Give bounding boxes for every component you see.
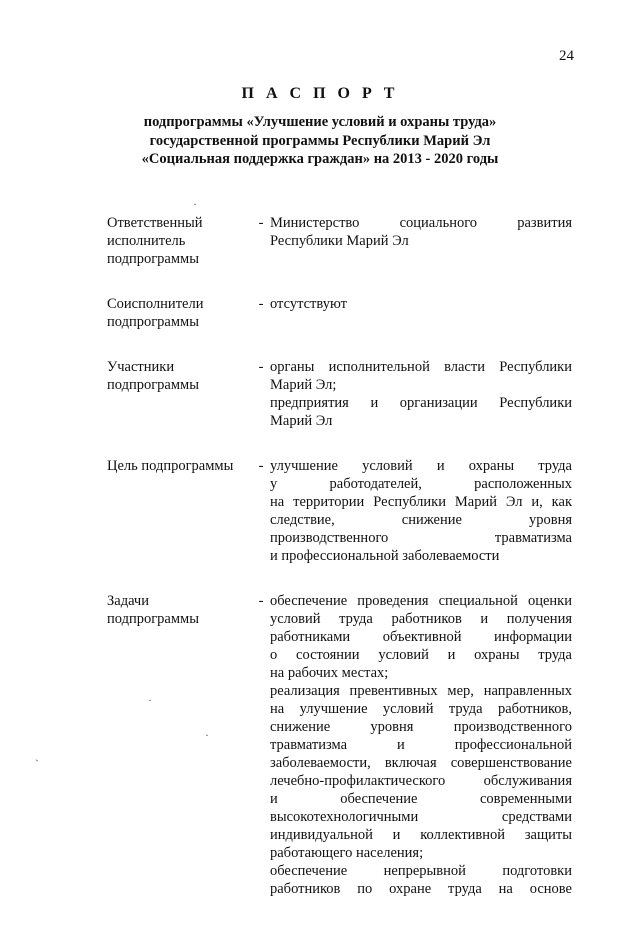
document-title: П А С П О Р Т (241, 85, 399, 102)
row-value-line: на рабочих местах; (270, 665, 389, 681)
row-label (107, 295, 252, 331)
row-dash: - (258, 215, 264, 231)
row-value (270, 214, 572, 268)
scan-speck: ˋ (35, 757, 39, 771)
passport-row (107, 592, 577, 898)
passport-row (107, 295, 577, 331)
row-value-line: условий труда работников и получения (270, 611, 572, 627)
scan-speck: · (193, 197, 197, 211)
row-value-line: следствие, снижение уровня (270, 512, 572, 528)
passport-row (107, 214, 577, 268)
row-value (270, 358, 572, 430)
row-value-line: и обеспечение современными (270, 791, 572, 807)
row-value-line: на улучшение условий труда работников, (270, 701, 572, 717)
row-value-line: обеспечение непрерывной подготовки (270, 863, 572, 879)
row-value-line: обеспечение проведения специальной оценки (270, 593, 572, 609)
row-value-line: заболеваемости, включая совершенствование (270, 755, 572, 771)
scan-speck: · (148, 693, 152, 707)
row-value-line: работниками объективной информации (270, 629, 572, 645)
row-value-line: реализация превентивных мер, направленных (270, 683, 572, 699)
document-subtitle (0, 113, 640, 169)
row-label-line: подпрограммы (107, 314, 199, 330)
row-value-line: предприятия и организации Республики (270, 395, 572, 411)
row-value-line: Марий Эл; (270, 377, 337, 393)
row-dash: - (258, 593, 264, 609)
row-value-line: Министерство социального развития (270, 215, 572, 231)
row-value-line: отсутствуют (270, 296, 347, 312)
scan-speck: · (205, 728, 209, 742)
row-label-line: подпрограммы (107, 611, 199, 627)
row-value-line: Марий Эл (270, 413, 333, 429)
row-value-line: работающего населения; (270, 845, 424, 861)
row-label (107, 592, 252, 898)
row-label-line: Ответственный (107, 215, 203, 231)
row-value-line: и профессиональной заболеваемости (270, 548, 500, 564)
row-value (270, 457, 572, 565)
row-value (270, 295, 572, 331)
row-value-line: Республики Марий Эл (270, 233, 409, 249)
row-label (107, 457, 252, 565)
row-label-line: Цель подпрограммы (107, 458, 234, 474)
row-label (107, 214, 252, 268)
row-value-line: органы исполнительной власти Республики (270, 359, 572, 375)
row-label-line: подпрограммы (107, 377, 199, 393)
row-value-line: на территории Республики Марий Эл и, как (270, 494, 572, 510)
row-value-line: о состоянии условий и охраны труда (270, 647, 572, 663)
page-number: 24 (559, 48, 574, 64)
row-label (107, 358, 252, 430)
subtitle-line: подпрограммы «Улучшение условий и охраны труда» (143, 114, 497, 130)
row-value-line: работников по охране труда на основе (270, 881, 572, 897)
subtitle-line: государственной программы Республики Марий Эл (149, 132, 491, 149)
row-value-line: лечебно-профилактического обслуживания (270, 773, 572, 789)
row-value-line: производственного травматизма (270, 530, 572, 546)
row-label-line: подпрограммы (107, 251, 199, 267)
row-value-line: индивидуальной и коллективной защиты (270, 827, 572, 843)
passport-row (107, 358, 577, 430)
row-value-line: высокотехнологичными средствами (270, 809, 572, 825)
row-label-line: исполнитель (107, 233, 186, 249)
row-value-line: снижение уровня производственного (270, 719, 572, 735)
subtitle-line: «Социальная поддержка граждан» на 2013 - 2020 годы (141, 151, 499, 167)
row-value-line: у работодателей, расположенных (270, 476, 572, 492)
row-dash: - (258, 458, 264, 474)
row-dash: - (258, 296, 264, 312)
passport-table (107, 214, 577, 925)
row-label-line: Участники (107, 359, 175, 375)
row-dash: - (258, 359, 264, 375)
row-label-line: Задачи (107, 593, 149, 609)
row-label-line: Соисполнители (107, 296, 204, 312)
row-value-line: травматизма и профессиональной (270, 737, 572, 753)
row-value (270, 592, 572, 898)
passport-row (107, 457, 577, 565)
row-value-line: улучшение условий и охраны труда (270, 458, 572, 474)
